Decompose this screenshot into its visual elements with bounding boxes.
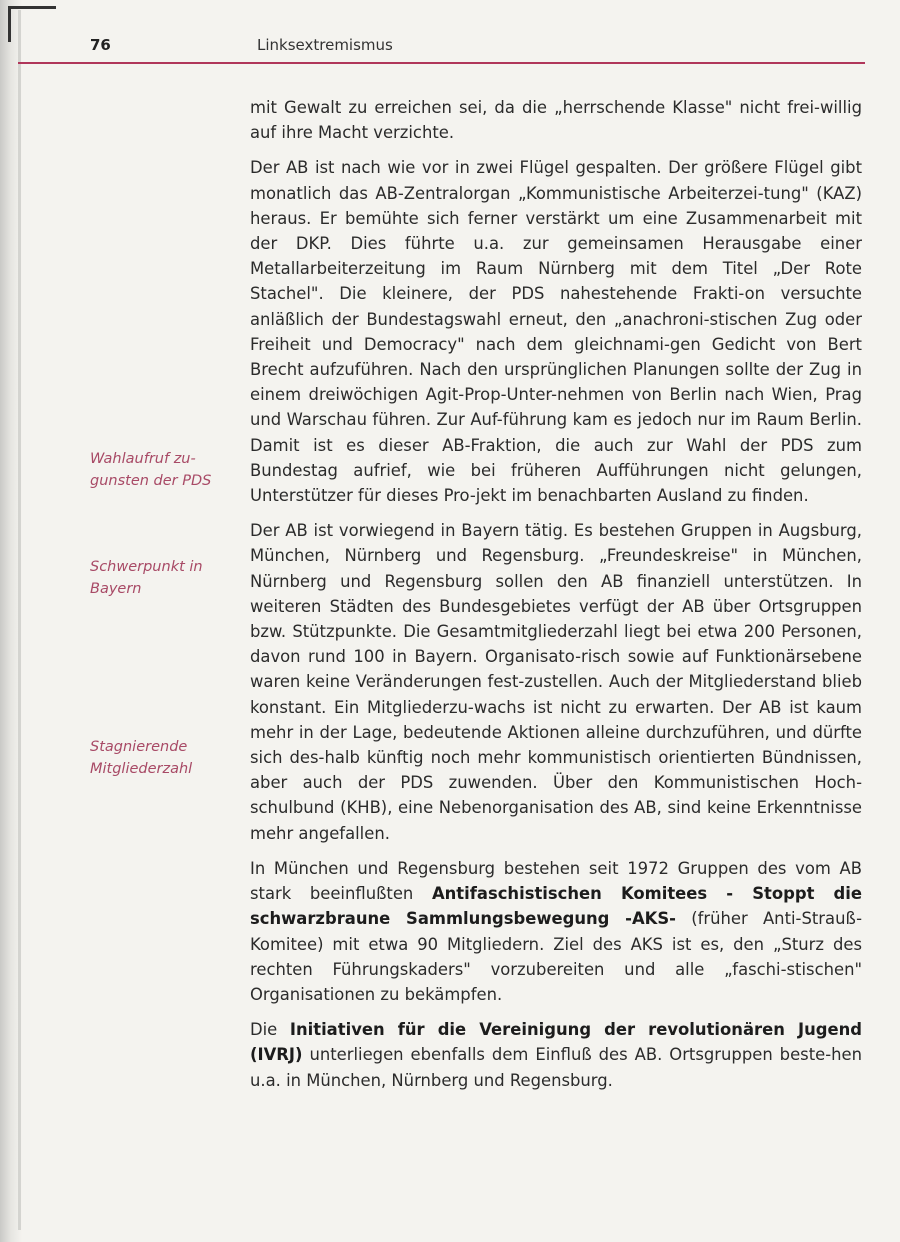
corner-crop-mark-vertical xyxy=(8,6,11,42)
body-text xyxy=(250,95,862,1103)
paragraph-4 xyxy=(250,856,862,1007)
corner-crop-mark xyxy=(8,6,56,9)
aks-organisation-name: Antifaschistischen Komitees - Stoppt die schwarzbraune Sammlungsbewegung -AKS- xyxy=(250,884,862,929)
running-head: Linksextremismus xyxy=(257,36,393,54)
paragraph-1: mit Gewalt zu erreichen sei, da die „herrschende Klasse" nicht frei-willig auf ihre Macht verzichte. xyxy=(250,98,862,143)
paragraph-2: Der AB ist nach wie vor in zwei Flügel gespalten. Der größere Flügel gibt monatlich das AB-Zentralorgan „Kommunistische Arbeiterzei-tung" (KAZ) heraus. Er bemühte sich ferner verstärkt um eine Zusammenarbeit mit der DKP. Dies führte u.a. zur gemeinsamen Herausgabe einer Metallarbeiterzeitung im Raum Nürnberg mit dem Titel „Der Rote Stachel". Die kleinere, der PDS nahestehende Frakti-on versuchte anläßlich der Bundestagswahl erneut, den „anachroni-stischen Zug oder Freiheit und Democracy" nach dem gleichnami-gen Gedicht von Bert Brecht aufzuführen. Nach den ursprünglichen Planungen sollte der Zug in einem dreiwöchigen Agit-Prop-Unter-nehmen von Berlin nach Wien, Prag und Warschau führen. Zur Auf-führung kam es jedoch nur im Raum Berlin. Damit ist es dieser AB-Fraktion, die auch zur Wahl der PDS zum Bundestag aufrief, wie bei früheren Aufführungen nicht gelungen, Unterstützer für dieses Pro-jekt im benachbarten Ausland zu finden. xyxy=(250,158,862,506)
page-header xyxy=(90,34,865,60)
paragraph-3: Der AB ist vorwiegend in Bayern tätig. Es bestehen Gruppen in Augsburg, München, Nürnberg und Regensburg. „Freundeskreise" in München, Nürnberg und Regensburg sollen den AB finanziell unterstützen. In weiteren Städten des Bundesgebietes verfügt der AB über Ortsgruppen bzw. Stützpunkte. Die Gesamtmitgliederzahl liegt bei etwa 200 Personen, davon rund 100 in Bayern. Organisato-risch sowie auf Funktionärsebene waren keine Veränderungen fest-zustellen. Auch der Mitgliederstand blieb konstant. Ein Mitgliederzu-wachs ist nicht zu erwarten. Der AB ist kaum mehr in der Lage, bedeutende Aktionen alleine durchzuführen, und dürfte sich des-halb künftig noch mehr kommunistisch orientierten Bündnissen, aber auch der PDS zuwenden. Über den Kommunistischen Hoch-schulbund (KHB), eine Nebenorganisation des AB, sind keine Erkenntnisse mehr angefallen. xyxy=(250,521,862,843)
ivrj-organisation-name: Initiativen für die Vereinigung der revolutionären Jugend (IVRJ) xyxy=(250,1020,862,1065)
margin-note-mitgliederzahl: Stagnierende Mitgliederzahl xyxy=(90,739,193,777)
paragraph-5 xyxy=(250,1017,862,1093)
paragraph-4-text-end: (früher Anti-Strauß-Komitee) mit etwa 90 Mitgliedern. Ziel des AKS ist es, den „Sturz des rechten Führungskaders" vorzubereiten und alle „faschi-stischen" Organisationen zu bekämpfen. xyxy=(250,909,863,1004)
paragraph-5-text-start: Die xyxy=(250,1020,290,1040)
header-rule xyxy=(18,62,865,64)
page-number: 76 xyxy=(90,36,111,54)
binding-edge xyxy=(18,10,21,1230)
margin-note-wahlaufruf: Wahlaufruf zu-gunsten der PDS xyxy=(90,451,212,489)
margin-note-schwerpunkt: Schwerpunkt in Bayern xyxy=(90,559,203,597)
paragraph-4-text-start: In München und Regensburg bestehen seit 1972 Gruppen des vom AB stark beeinflußten xyxy=(250,858,862,904)
paragraph-5-text-end: unterliegen ebenfalls dem Einfluß des AB. Ortsgruppen beste-hen u.a. in München, Nürnberg und Regensburg. xyxy=(250,1045,862,1090)
